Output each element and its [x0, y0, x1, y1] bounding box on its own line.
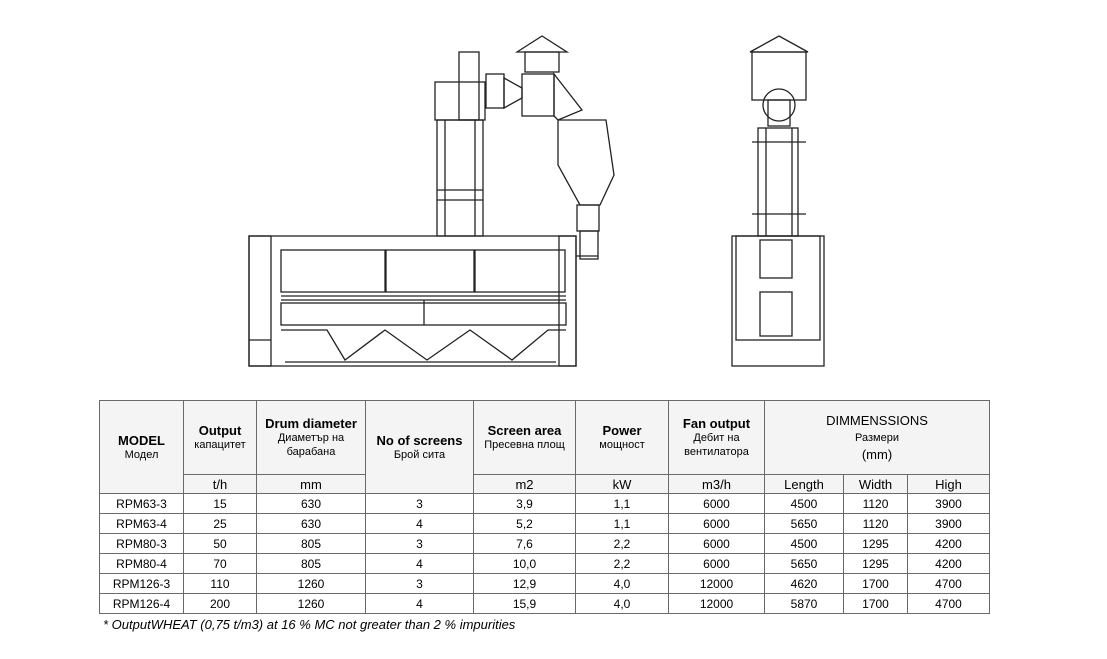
table-row: RPM126-4 200 1260 4 15,9 4,0 12000 5870 1700 4700 [100, 594, 990, 614]
unit-area: m2 [474, 475, 576, 494]
table-row: RPM80-3 50 805 3 7,6 2,2 6000 4500 1295 4200 [100, 534, 990, 554]
header-output: Output капацитет [184, 401, 257, 475]
spec-table [99, 400, 990, 614]
table-row: RPM63-3 15 630 3 3,9 1,1 6000 4500 1120 3900 [100, 494, 990, 514]
header-high: High [908, 475, 990, 494]
table-row: RPM80-4 70 805 4 10,0 2,2 6000 5650 1295 4200 [100, 554, 990, 574]
header-fan: Fan output Дебит на вентилатора [669, 401, 765, 475]
header-length: Length [765, 475, 844, 494]
header-dimensions: DIMMENSSIONS Размери (mm) [765, 401, 990, 475]
table-row: RPM126-3 110 1260 3 12,9 4,0 12000 4620 1700 4700 [100, 574, 990, 594]
header-width: Width [844, 475, 908, 494]
unit-fan: m3/h [669, 475, 765, 494]
header-screen-area: Screen area Пресевна площ [474, 401, 576, 475]
table-row: RPM63-4 25 630 4 5,2 1,1 6000 5650 1120 3900 [100, 514, 990, 534]
side-view [249, 36, 614, 366]
unit-output: t/h [184, 475, 257, 494]
header-screens: No of screens Брой сита [366, 401, 474, 494]
unit-power: kW [576, 475, 669, 494]
header-drum: Drum diameter Диаметър на барабана [257, 401, 366, 475]
header-model: MODEL Модел [100, 401, 184, 494]
footnote: * OutputWHEAT (0,75 t/m3) at 16 % MC not greater than 2 % impurities [103, 617, 516, 632]
unit-drum: mm [257, 475, 366, 494]
header-power: Power мощност [576, 401, 669, 475]
end-view [732, 36, 824, 366]
